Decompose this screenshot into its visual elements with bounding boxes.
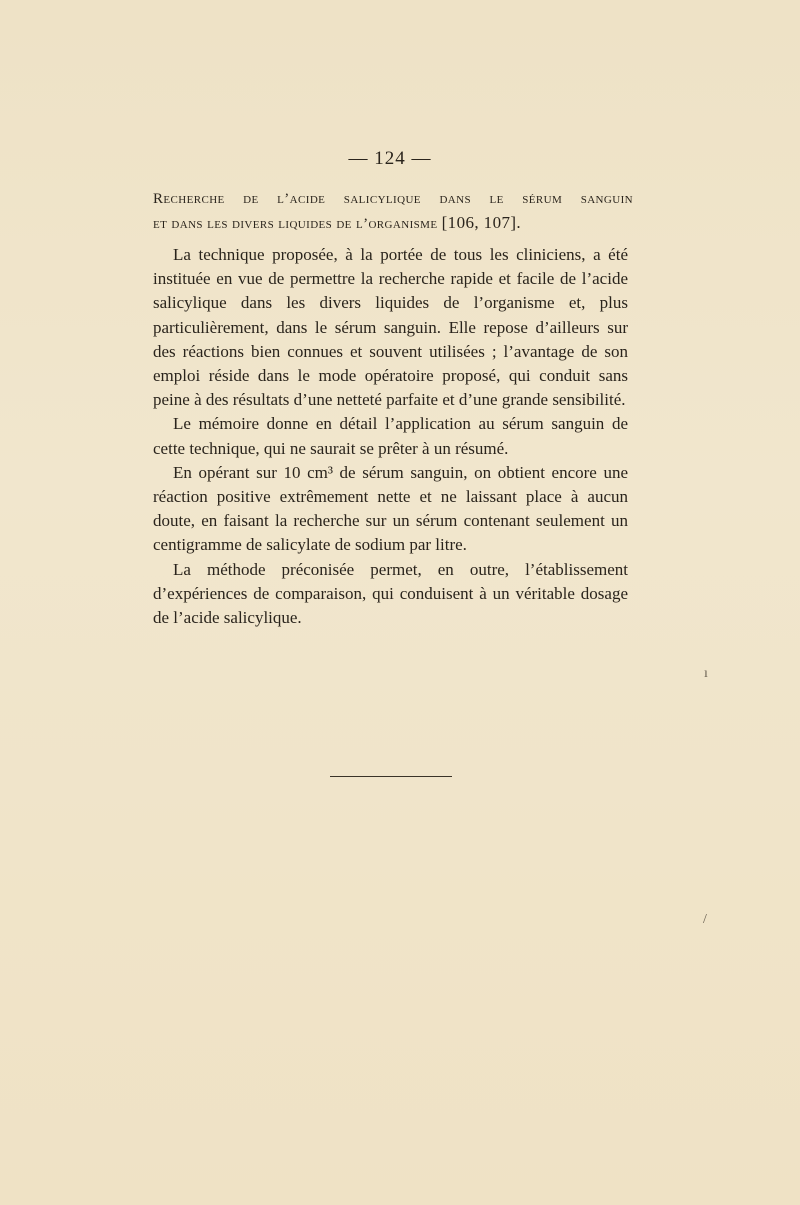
paper-speck: / <box>703 912 707 927</box>
paper-speck: ı <box>704 666 708 681</box>
body-text <box>153 243 628 630</box>
section-heading-line-1: Recherche de l’acide salicylique dans le sérum sanguin <box>153 191 633 207</box>
paragraph-1: La technique proposée, à la portée de tous les cliniciens, a été instituée en vue de permettre la recherche rapide et facile de l’acide salicylique dans les divers liquides de l’organisme et, plus particulièrement, dans le sérum sanguin. Elle repose d’ailleurs sur des réactions bien connues et souvent utilisées ; l’avantage de son emploi réside dans le mode opératoire proposé, qui conduit sans peine à des résultats d’une netteté parfaite et d’une grande sensibilité. <box>153 245 628 410</box>
section-end-rule <box>330 776 452 777</box>
section-heading <box>153 187 633 236</box>
paragraph-3: En opérant sur 10 cm³ de sérum sanguin, on obtient encore une réaction positive extrêmement nette et ne laissant place à aucun doute, en faisant la recherche sur un sérum contenant seulement un centigramme de salicylate de sodium par litre. <box>153 462 628 555</box>
section-heading-line-2: et dans les divers liquides de l’organisme <box>153 216 438 232</box>
paragraph-2: Le mémoire donne en détail l’application au sérum sanguin de cette technique, qui ne saurait se prêter à un résumé. <box>153 414 628 458</box>
section-heading-references: [106, 107]. <box>441 213 522 232</box>
paragraph-4: La méthode préconisée permet, en outre, l’établissement d’expériences de comparaison, qui conduisent à un véritable dosage de l’acide salicylique. <box>153 559 628 628</box>
page-number: — 124 — <box>348 148 432 169</box>
